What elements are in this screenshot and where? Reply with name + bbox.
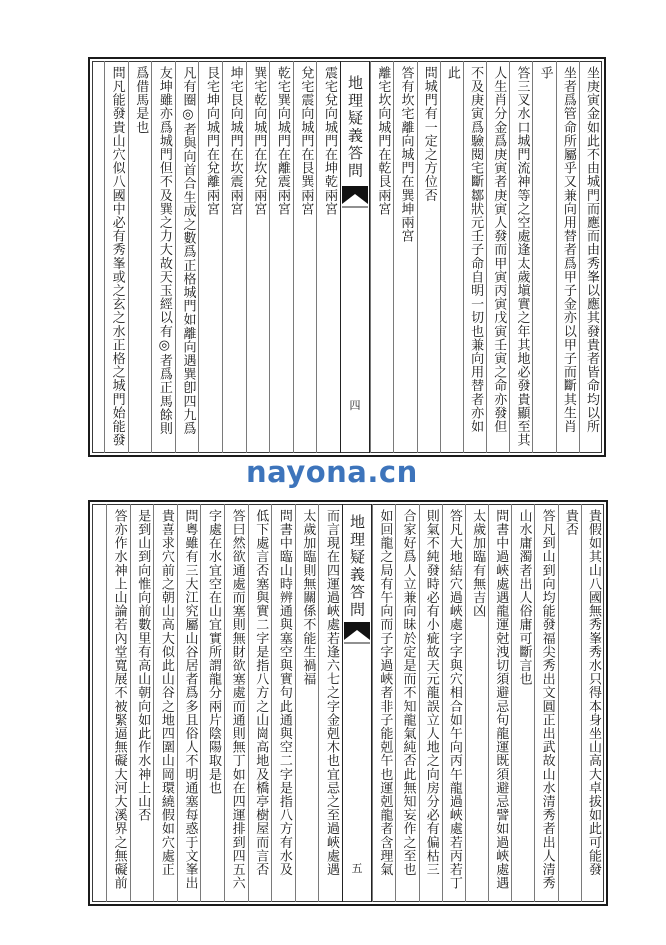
top-page-right-half (370, 61, 602, 453)
text-column: 離宅坎向城門在乾艮兩宮 (370, 61, 393, 453)
text-column: 答三叉水口城門流神等之空處逢太歲塡實之年其地必發貴顯至其 (509, 61, 532, 453)
text-column: 此 (440, 61, 463, 453)
text-column: 答曰然欲通處而塞則無財欲塞處而通則無丁如在四運排到四五六 (224, 504, 248, 902)
text-column: 問粵雖有三大江究屬山谷居者爲多且俗人不明通塞每惑于文峯出 (177, 504, 201, 902)
text-column: 艮宅坤向城門在兌離兩宮 (198, 61, 222, 453)
text-column: 字處在水宜空在山宜實所謂龍分兩片陰陽取是也 (200, 504, 224, 902)
text-column: 問城門有一定之方位否 (417, 61, 440, 453)
text-column: 巽宅乾向城門在坎兌兩宮 (246, 61, 270, 453)
text-column: 震宅兌向城門在坤乾兩宮 (316, 61, 340, 453)
text-column: 太歲加臨有無吉凶 (465, 504, 488, 902)
bottom-page-left-half (106, 504, 342, 902)
text-column: 問凡能發貴山穴似八國中必有秀峯或之玄之水正格之城門始能發 (104, 61, 128, 453)
text-column: 貴假如其山八國無秀峯秀水只得本身坐山高大卓拔如此可能發 (581, 504, 604, 902)
text-column: 答亦作水神上山論若內堂寬展不被緊逼無礙大河大溪界之無礙前 (106, 504, 130, 902)
text-column: 答凡到山到向均能發福尖秀出文圓正出武故山水清秀者出人清秀 (534, 504, 557, 902)
text-column: 坐者爲管命所屬乎又兼向用替者爲甲子金亦以甲子而斷其生肖 (556, 61, 579, 453)
text-column: 貴否 (558, 504, 581, 902)
text-column: 則氣不純發時必有小疵故天元龍誤立人地之向房分必有偏枯三 (419, 504, 442, 902)
watermark: nayona.cn (246, 455, 418, 489)
text-column: 坐庚寅金如此不由城門而應而由秀峯以應其發貴者皆命均以所 (579, 61, 602, 453)
text-column: 如回龍之局有午向而子字過峽者非子能剋午也運剋龍者含理氣 (372, 504, 395, 902)
top-page-left-half (104, 61, 340, 453)
text-column: 貴喜求穴前之朝山高大似此山谷之地四圍山岡環繞假如穴處正 (153, 504, 177, 902)
fish-tail-ornament-icon (342, 186, 368, 208)
text-column: 乎 (532, 61, 555, 453)
text-column: 人生肖分金爲庚寅者庚寅人發而甲寅丙寅戊寅壬寅之命亦發但 (486, 61, 509, 453)
bottom-page-right-half (372, 504, 604, 902)
text-column: 爲借馬是也 (128, 61, 152, 453)
running-title: 地理疑義答問 (346, 75, 364, 180)
text-column: 而言現在四運過峽處若逢六七之字金剋木也宜忌之至過峽處遇 (318, 504, 342, 902)
text-column: 是到山到向惟向前數里有高山朝向如此作水神上山否 (130, 504, 154, 902)
text-column: 乾宅巽向城門在離震兩宮 (269, 61, 293, 453)
text-column: 太歲加臨則無關係不能生禍福 (295, 504, 319, 902)
text-column: 問書中過峽處遇龍運尅洩切須避忌句龍運既須避忌譬如過峽處遇 (488, 504, 511, 902)
fish-tail-ornament-icon (344, 622, 370, 644)
page-number: 五 (351, 862, 363, 875)
text-column: 山水庸濁者出人俗庸可斷言也 (511, 504, 534, 902)
text-column: 凡有圈◎者與向首合生成之數爲正格城門如離向遇巽卽四九爲 (175, 61, 199, 453)
text-column: 答凡大地結穴過峽處字字與穴相合如午向丙午龍過峽處若丙若丁 (442, 504, 465, 902)
text-column: 合家好爲人立兼向昧於定是而不知龍氣純否此無知妄作之至也 (395, 504, 418, 902)
text-column: 答有坎宅離向城門在巽坤兩宮 (393, 61, 416, 453)
center-fold-column (342, 504, 372, 902)
page-number: 四 (349, 399, 361, 412)
text-column: 坤宅艮向城門在坎震兩宮 (222, 61, 246, 453)
text-column: 友坤雖亦爲城門但不及巽之力大故天玉經以有◎者爲正馬餘則 (151, 61, 175, 453)
text-column: 問書中臨山時辨通與塞空與實句此通與空二字是指八方有水及 (271, 504, 295, 902)
text-column: 兌宅震向城門在艮巽兩宮 (293, 61, 317, 453)
text-column: 低下處言否塞與實二字是指八方之山崗高地及橋亭樹屋而言否 (248, 504, 272, 902)
text-column: 不及庚寅爲驗閱宅斷鄒狀元壬子命自明一切也兼向用替者亦如 (463, 61, 486, 453)
running-title: 地理疑義答問 (348, 514, 366, 619)
center-fold-column (340, 61, 370, 453)
